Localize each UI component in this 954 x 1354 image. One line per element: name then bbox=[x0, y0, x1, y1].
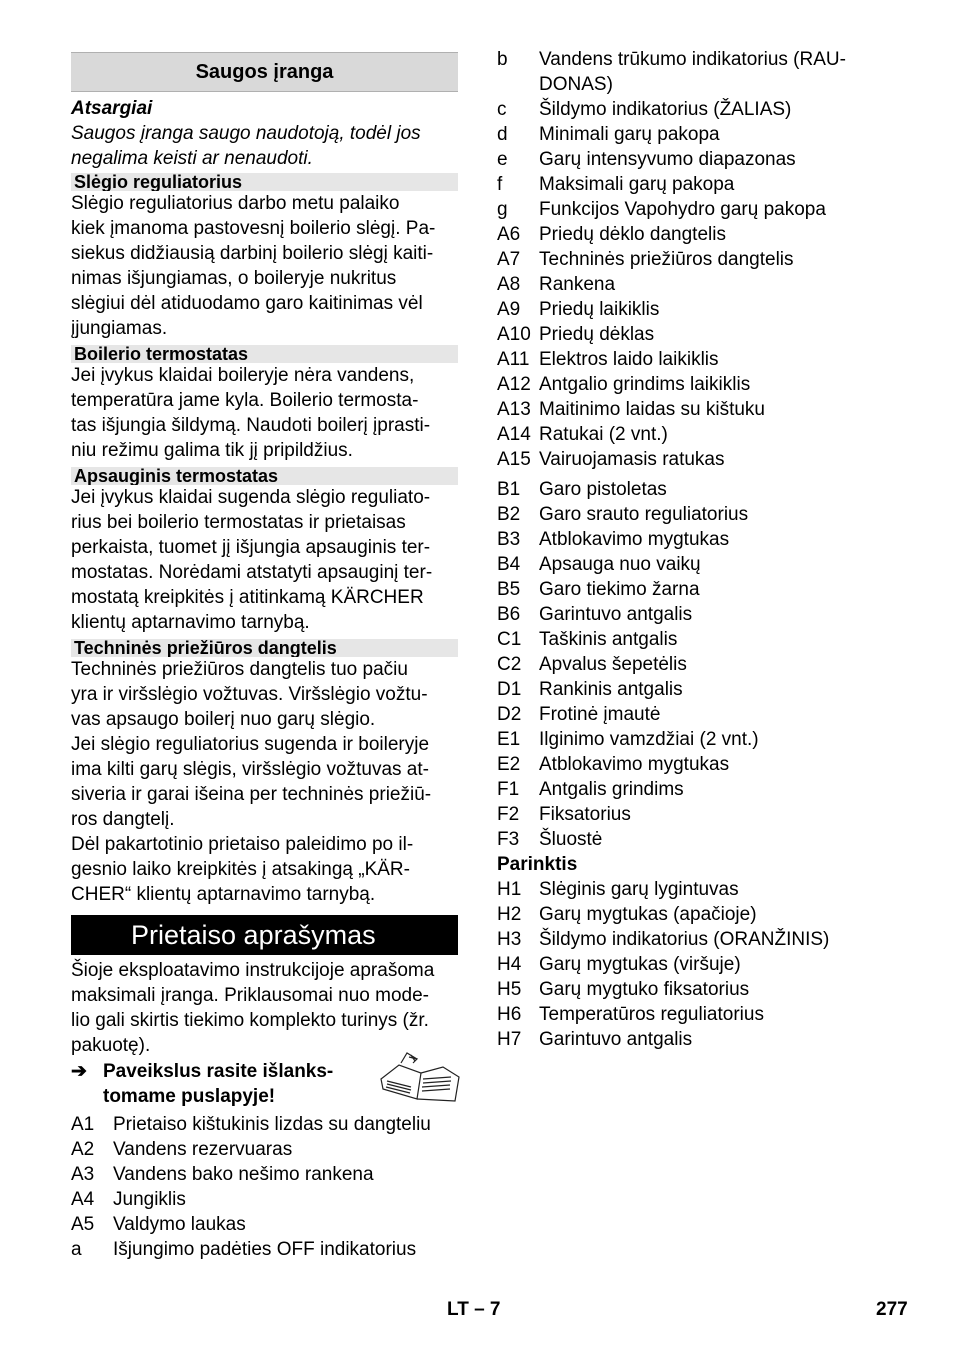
list-item bbox=[497, 122, 897, 147]
item-label: B1 bbox=[497, 479, 521, 500]
item-text: Elektros laido laikiklis bbox=[539, 349, 719, 370]
item-text: Ilginimo vamzdžiai (2 vnt.) bbox=[539, 729, 759, 750]
item-text: Jungiklis bbox=[113, 1189, 186, 1210]
item-label: C2 bbox=[497, 654, 522, 675]
item-label: A9 bbox=[497, 299, 521, 320]
list-item bbox=[71, 1162, 458, 1187]
list-item bbox=[497, 97, 897, 122]
arrow-right-icon: ➔ bbox=[71, 1061, 87, 1082]
item-text: Temperatūros reguliatorius bbox=[539, 1004, 764, 1025]
text-line: Slėgio reguliatorius darbo metu palaiko bbox=[71, 193, 400, 214]
list-item bbox=[497, 222, 897, 247]
item-text: Vandens rezervuaras bbox=[113, 1139, 293, 1160]
list-item bbox=[497, 422, 897, 447]
text-line: ima kilti garų slėgis, viršslėgio vožtuvas at- bbox=[71, 759, 429, 780]
boiler-thermostat-text bbox=[71, 363, 458, 463]
open-book-icon bbox=[377, 1051, 461, 1103]
list-item bbox=[497, 197, 897, 222]
text-line: ros dangtelį. bbox=[71, 809, 175, 830]
item-label: A2 bbox=[71, 1139, 95, 1160]
item-text: Šildymo indikatorius (ORANŽINIS) bbox=[539, 929, 830, 950]
text-line: tomame puslapyje! bbox=[103, 1086, 276, 1107]
list-item bbox=[497, 272, 897, 297]
item-label: A13 bbox=[497, 399, 531, 420]
text-line: maksimali įranga. Priklausomai nuo mode- bbox=[71, 985, 429, 1006]
text-line: mostatas. Norėdami atstatyti apsauginį ter- bbox=[71, 562, 433, 583]
item-text: Valdymo laukas bbox=[113, 1214, 246, 1235]
item-label: B2 bbox=[497, 504, 521, 525]
item-text: Taškinis antgalis bbox=[539, 629, 678, 650]
item-text: Priedų dėklo dangtelis bbox=[539, 224, 726, 245]
item-text: Garintuvo antgalis bbox=[539, 1029, 693, 1050]
list-item bbox=[497, 702, 897, 727]
item-text: Vandens trūkumo indikatorius (RAU- DONAS) bbox=[539, 49, 846, 95]
item-text: Maksimali garų pakopa bbox=[539, 174, 735, 195]
item-label: D2 bbox=[497, 704, 522, 725]
list-item bbox=[497, 247, 897, 272]
fold-out-page-note bbox=[71, 1059, 458, 1109]
text-line: vas apsaugo boilerį nuo garų slėgio. bbox=[71, 709, 376, 730]
item-text: Atblokavimo mygtukas bbox=[539, 529, 730, 550]
caution-title: Atsargiai bbox=[71, 98, 153, 119]
component-list-right-2 bbox=[497, 477, 897, 852]
list-item bbox=[497, 347, 897, 372]
item-text: Vairuojamasis ratukas bbox=[539, 449, 725, 470]
list-item bbox=[497, 727, 897, 752]
list-item bbox=[71, 1112, 458, 1137]
text-line: rius bei boilerio termostatas ir prietaisas bbox=[71, 512, 406, 533]
list-item bbox=[497, 827, 897, 852]
item-text: Rankena bbox=[539, 274, 616, 295]
item-label: b bbox=[497, 49, 508, 70]
text-line: Paveikslus rasite išlanks- bbox=[103, 1061, 334, 1082]
item-label: H7 bbox=[497, 1029, 522, 1050]
text-line: pakuotę). bbox=[71, 1035, 151, 1056]
list-item bbox=[497, 677, 897, 702]
item-text: Garintuvo antgalis bbox=[539, 604, 693, 625]
text-line: negalima keisti ar nenaudoti. bbox=[71, 148, 313, 169]
text-line: Dėl pakartotinio prietaiso paleidimo po il- bbox=[71, 834, 414, 855]
item-label: f bbox=[497, 174, 503, 195]
item-label: B6 bbox=[497, 604, 521, 625]
text-line: gesnio laiko kreipkitės į atsakingą „KÄR- bbox=[71, 859, 410, 880]
item-label: H5 bbox=[497, 979, 522, 1000]
text-line: Jei slėgio reguliatorius sugenda ir boileryje bbox=[71, 734, 430, 755]
item-label: A11 bbox=[497, 349, 530, 370]
item-text: Ratukai (2 vnt.) bbox=[539, 424, 668, 445]
text-line: lio gali skirtis tiekimo komplekto turinys (žr. bbox=[71, 1010, 429, 1031]
device-description-title: Prietaiso aprašymas bbox=[71, 915, 458, 955]
item-text: Garų mygtuko fiksatorius bbox=[539, 979, 750, 1000]
item-label: B4 bbox=[497, 554, 521, 575]
text-line: nimas išjungiamas, o boileryje nukritus bbox=[71, 268, 397, 289]
item-label: E2 bbox=[497, 754, 521, 775]
list-item bbox=[71, 1187, 458, 1212]
list-item bbox=[497, 47, 897, 97]
list-item bbox=[497, 627, 897, 652]
item-label: A1 bbox=[71, 1114, 95, 1135]
list-item bbox=[497, 1002, 897, 1027]
item-text: Slėginis garų lygintuvas bbox=[539, 879, 739, 900]
item-text: Garo srauto reguliatorius bbox=[539, 504, 749, 525]
list-item bbox=[497, 172, 897, 197]
pressure-regulator-heading: Slėgio reguliatorius bbox=[71, 173, 458, 191]
text-line: perkaista, tuomet jį išjungia apsauginis ter- bbox=[71, 537, 431, 558]
text-line: įjungiamas. bbox=[71, 318, 168, 339]
item-text: Prietaiso kištukinis lizdas su dangteliu bbox=[113, 1114, 431, 1135]
footer-page-number: 277 bbox=[876, 1299, 908, 1320]
item-label: F2 bbox=[497, 804, 520, 825]
text-line: Techninės priežiūros dangtelis tuo pačiu bbox=[71, 659, 408, 680]
item-label: H2 bbox=[497, 904, 522, 925]
left-column bbox=[71, 0, 458, 1262]
item-label: g bbox=[497, 199, 508, 220]
list-item bbox=[497, 902, 897, 927]
list-item bbox=[497, 322, 897, 347]
item-text: Šildymo indikatorius (ŽALIAS) bbox=[539, 99, 792, 120]
text-line: Jei įvykus klaidai boileryje nėra vandens, bbox=[71, 365, 415, 386]
device-description-text bbox=[71, 958, 458, 1058]
component-list-right-1 bbox=[497, 47, 897, 472]
item-label: H4 bbox=[497, 954, 522, 975]
text-line: Šioje eksploatavimo instrukcijoje aprašoma bbox=[71, 960, 435, 981]
text-line: kiek įmanoma pastovesnį boilerio slėgį. Pa- bbox=[71, 218, 436, 239]
item-text: Garo pistoletas bbox=[539, 479, 667, 500]
list-item bbox=[497, 977, 897, 1002]
item-text: Rankinis antgalis bbox=[539, 679, 683, 700]
item-label: B3 bbox=[497, 529, 521, 550]
list-item bbox=[497, 927, 897, 952]
item-label: A14 bbox=[497, 424, 531, 445]
list-item bbox=[71, 1237, 458, 1262]
text-line: temperatūra jame kyla. Boilerio termosta- bbox=[71, 390, 419, 411]
item-label: H6 bbox=[497, 1004, 522, 1025]
item-text: Vandens bako nešimo rankena bbox=[113, 1164, 374, 1185]
item-text: Maitinimo laidas su kištuku bbox=[539, 399, 765, 420]
maintenance-cap-text bbox=[71, 657, 458, 907]
text-line: Saugos įranga saugo naudotoją, todėl jos bbox=[71, 123, 421, 144]
item-text: Garų mygtukas (apačioje) bbox=[539, 904, 757, 925]
boiler-thermostat-heading: Boilerio termostatas bbox=[71, 345, 458, 363]
item-text: Priedų laikiklis bbox=[539, 299, 660, 320]
item-label: e bbox=[497, 149, 508, 170]
item-text: Garų intensyvumo diapazonas bbox=[539, 149, 796, 170]
item-label: A10 bbox=[497, 324, 531, 345]
item-text: Frotinė įmautė bbox=[539, 704, 661, 725]
item-label: A6 bbox=[497, 224, 521, 245]
list-item bbox=[497, 602, 897, 627]
item-label: d bbox=[497, 124, 508, 145]
list-item bbox=[497, 372, 897, 397]
options-heading: Parinktis bbox=[497, 854, 578, 875]
list-item bbox=[497, 877, 897, 902]
pressure-regulator-text bbox=[71, 191, 458, 341]
list-item bbox=[497, 552, 897, 577]
item-label: F1 bbox=[497, 779, 520, 800]
item-label: F3 bbox=[497, 829, 520, 850]
item-label: A7 bbox=[497, 249, 521, 270]
list-item bbox=[497, 752, 897, 777]
item-label: A15 bbox=[497, 449, 531, 470]
maintenance-cap-heading: Techninės priežiūros dangtelis bbox=[71, 639, 458, 657]
component-list-left bbox=[71, 1112, 458, 1262]
note-text bbox=[103, 1059, 363, 1109]
item-text: Apsauga nuo vaikų bbox=[539, 554, 701, 575]
item-label: E1 bbox=[497, 729, 521, 750]
safety-thermostat-heading: Apsauginis termostatas bbox=[71, 467, 458, 485]
item-text: Techninės priežiūros dangtelis bbox=[539, 249, 794, 270]
text-line: klientų aptarnavimo tarnybą. bbox=[71, 612, 310, 633]
list-item bbox=[497, 952, 897, 977]
list-item bbox=[497, 502, 897, 527]
item-label: A5 bbox=[71, 1214, 95, 1235]
item-text: Fiksatorius bbox=[539, 804, 631, 825]
footer-language-page: LT – 7 bbox=[447, 1299, 501, 1320]
right-column bbox=[497, 0, 897, 1052]
text-line: siekus didžiausią darbinį boilerio slėgį kaiti- bbox=[71, 243, 434, 264]
item-text: Antgalis grindims bbox=[539, 779, 684, 800]
item-text: Garų mygtukas (viršuje) bbox=[539, 954, 741, 975]
list-item bbox=[497, 147, 897, 172]
text-line: tas išjungia šildymą. Naudoti boilerį įprasti- bbox=[71, 415, 431, 436]
item-text: Atblokavimo mygtukas bbox=[539, 754, 730, 775]
text-line: mostatą kreipkitės į atitinkamą KÄRCHER bbox=[71, 587, 424, 608]
text-line: slėgiui dėl atiduodamo garo kaitinimas vėl bbox=[71, 293, 423, 314]
list-item bbox=[497, 577, 897, 602]
item-text: Minimali garų pakopa bbox=[539, 124, 720, 145]
item-label: H3 bbox=[497, 929, 522, 950]
item-text: Apvalus šepetėlis bbox=[539, 654, 687, 675]
item-text: Išjungimo padėties OFF indikatorius bbox=[113, 1239, 417, 1260]
list-item bbox=[497, 297, 897, 322]
item-text: Funkcijos Vapohydro garų pakopa bbox=[539, 199, 826, 220]
item-label: A4 bbox=[71, 1189, 95, 1210]
text-line: Jei įvykus klaidai sugenda slėgio reguliato- bbox=[71, 487, 431, 508]
item-label: H1 bbox=[497, 879, 522, 900]
text-line: CHER“ klientų aptarnavimo tarnybą. bbox=[71, 884, 376, 905]
item-text: Garo tiekimo žarna bbox=[539, 579, 700, 600]
list-item bbox=[497, 477, 897, 502]
item-label: B5 bbox=[497, 579, 521, 600]
list-item bbox=[497, 447, 897, 472]
item-label: C1 bbox=[497, 629, 522, 650]
item-label: a bbox=[71, 1239, 82, 1260]
item-label: A12 bbox=[497, 374, 531, 395]
text-line: siveria ir garai išeina per techninės priežiū- bbox=[71, 784, 432, 805]
text-line: niu režimu galima tik jį pripildžius. bbox=[71, 440, 353, 461]
list-item bbox=[71, 1212, 458, 1237]
list-item bbox=[497, 652, 897, 677]
text-line: yra ir viršslėgio vožtuvas. Viršslėgio vožtu- bbox=[71, 684, 428, 705]
item-text: Priedų dėklas bbox=[539, 324, 655, 345]
item-text: Šluostė bbox=[539, 829, 603, 850]
item-label: c bbox=[497, 99, 507, 120]
list-item bbox=[497, 1027, 897, 1052]
list-item bbox=[497, 527, 897, 552]
item-text: Antgalio grindims laikiklis bbox=[539, 374, 751, 395]
component-list-options bbox=[497, 877, 897, 1052]
section-title-safety-devices: Saugos įranga bbox=[71, 52, 458, 92]
list-item bbox=[497, 397, 897, 422]
item-label: D1 bbox=[497, 679, 522, 700]
caution-text bbox=[71, 121, 458, 171]
list-item bbox=[497, 802, 897, 827]
safety-thermostat-text bbox=[71, 485, 458, 635]
item-label: A8 bbox=[497, 274, 521, 295]
list-item bbox=[71, 1137, 458, 1162]
list-item bbox=[497, 777, 897, 802]
item-label: A3 bbox=[71, 1164, 95, 1185]
